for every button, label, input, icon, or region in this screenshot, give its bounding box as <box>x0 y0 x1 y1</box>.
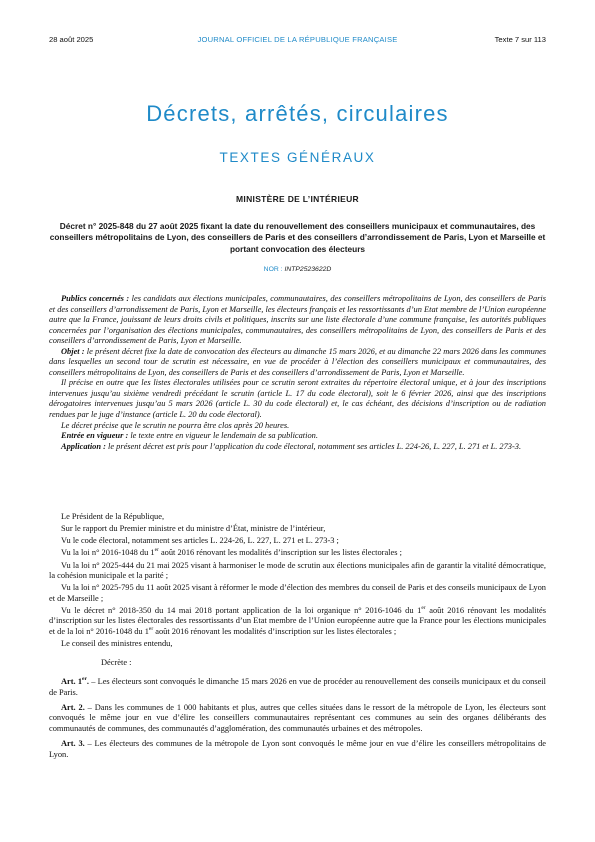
article-1-label-dot: . <box>86 677 90 687</box>
visa-code: Vu le code électoral, notamment ses articles L. 224-26, L. 227, L. 271 et L. 273-3 ; <box>61 536 339 546</box>
article-3-text: – Les électeurs des communes de la métropole de Lyon sont convoqués le même jour en vue d’élire les conseillers métropolitains de Lyon. <box>49 739 546 759</box>
visa-rapport: Sur le rapport du Premier ministre et du ministre d’État, ministre de l’intérieur, <box>61 524 326 534</box>
decrete-line: Décrète : <box>101 657 132 667</box>
visa-decret-2018-350 <box>49 606 546 638</box>
decree-title: Décret n° 2025-848 du 27 août 2025 fixant la date du renouvellement des conseillers municipaux et communautaires, des conseillers métropolitains de Lyon, des conseillers de Paris et des conseillers d’arrondissement de Paris, Lyon et Marseille et portant convocation des électeurs <box>49 221 546 254</box>
publics-label: Publics concernés : <box>61 294 130 303</box>
entree-label: Entrée en vigueur : <box>61 431 129 441</box>
visa-decret-text-a: Vu le décret n° 2018-350 du 14 mai 2018 portant application de la loi organique n° 2016-1046 du 1 <box>61 605 422 615</box>
article-1-label-text: Art. 1 <box>61 677 83 687</box>
article-1-label-sup: er <box>82 676 87 683</box>
entree-text: le texte entre en vigueur le lendemain de sa publication. <box>128 431 318 441</box>
visa-decret-sup2: er <box>148 626 154 633</box>
visa-decret-text-b: août 2016 rénovant les modalités d’inscription sur les listes électorales des ressortissants d’un Etat membre de l’Union européenne autre que la France pour les élections municipales et de la loi n° 2016-1048 du 1 <box>49 605 547 637</box>
ministry-title: MINISTÈRE DE L’INTÉRIEUR <box>236 194 359 204</box>
objet-label: Objet : <box>61 346 85 356</box>
summary-precise: Il précise en outre que les listes électorales utilisées pour ce scrutin seront extraites du répertoire électoral unique, et à jour des inscriptions intervenues jusqu’au sixième vendredi précédant le scrutin (article L. 17 du code électoral), soit le 6 février 2026, ainsi que des inscriptions dérogatoires intervenues jusqu’au 5 mars 2026 (article L. 30 du code électoral) et, le cas échéant, des décisions d’inscription ou de radiation rendues par le juge d’instance (article L. 20 du code électoral). <box>49 378 546 420</box>
decree-body <box>49 512 546 765</box>
article-2-text: – Dans les communes de 1 000 habitants et plus, autres que celles situées dans le ressort de la métropole de Lyon, les électeurs sont convoqués le même jour en vue d’élire les conseillers communautaires représentant ces communes au sein des organes délibérants des communautés de communes, des communautés d’agglomération, des communautés urbaines et des métropoles. <box>49 702 546 733</box>
visa-decret-text-c: août 2016 rénovant les modalités d’inscription sur les listes électorales ; <box>153 627 397 637</box>
page-header <box>49 35 546 47</box>
visa-loi-2025-444: Vu la loi n° 2025-444 du 21 mai 2025 visant à harmoniser le mode de scrutin aux élections municipales afin de garantir la vitalité démocratique, la cohésion municipale et la parité ; <box>49 560 546 581</box>
visa-conseil: Le conseil des ministres entendu, <box>61 639 173 649</box>
summary-publics <box>49 294 546 347</box>
article-2 <box>49 703 546 735</box>
visa-loi-2025-795: Vu la loi n° 2025-795 du 11 août 2025 visant à réformer le mode d’élection des membres du conseil de Paris et des conseils municipaux de Lyon et de Marseille ; <box>49 583 546 603</box>
header-text-number: Texte 7 sur 113 <box>494 35 546 44</box>
nor-reference <box>0 266 595 273</box>
summary-scrutin: Le décret précise que le scrutin ne pourra être clos après 20 heures. <box>61 420 290 430</box>
visa-loi1-text-b: août 2016 rénovant les modalités d’inscription sur les listes électorales ; <box>158 548 402 558</box>
publics-text: les candidats aux élections municipales, communautaires, des conseillers métropolitains de Lyon, des conseillers de Paris et des conseillers d’arrondissement de Paris, Lyon et Marseille, les électeurs français et les ressortissants d’un Etat membre de l’Union européenne autre que la France, jouissant de leurs droits civils et politiques, inscrits sur une liste électorale d’une commune française, les autorités publiques concernées par l’organisation des élections municipales, communautaires, des conseillers métropolitains de Lyon, des conseillers de Paris et des conseillers d’arrondissement de Paris, Lyon et Marseille. <box>49 294 546 346</box>
summary-entree <box>49 431 546 442</box>
article-1 <box>49 677 546 698</box>
visa-loi1-text-a: Vu la loi n° 2016-1048 du 1 <box>61 548 155 558</box>
article-1-label <box>61 677 89 686</box>
summary-application <box>49 442 546 453</box>
visa-loi1-sup: er <box>154 547 159 554</box>
visa-loi-2016-1048 <box>49 548 546 559</box>
application-text: le présent décret est pris pour l’application du code électoral, notamment ses articles L. 224-26, L. 227, L. 271 et L. 273-3. <box>105 441 522 451</box>
article-3-label: Art. 3. <box>61 739 85 748</box>
nor-value: INTP2523622D <box>284 266 332 273</box>
visa-president: Le Président de la République, <box>61 512 165 521</box>
section-title: Décrets, arrêtés, circulaires <box>146 101 449 126</box>
article-3 <box>49 739 546 760</box>
decree-summary <box>49 294 546 452</box>
objet-text: le présent décret fixe la date de convocation des électeurs au dimanche 15 mars 2026, et au dimanche 22 mars 2026 dans les communes dans lesquelles un second tour de scrutin est nécessaire, en vue de procéder à l’élection des conseillers municipaux et communautaires, des conseillers métropolitains de Lyon, des conseillers de Paris et des conseillers d’arrondissement de Paris, Lyon et Marseille. <box>49 346 546 377</box>
article-1-text: – Les électeurs sont convoqués le dimanche 15 mars 2026 en vue de procéder au renouvellement des conseils municipaux et du conseil de Paris. <box>49 677 546 697</box>
article-2-label: Art. 2. <box>61 702 85 712</box>
visa-decret-sup1: er <box>421 605 426 612</box>
nor-label: NOR : <box>263 266 283 273</box>
subsection-title: TEXTES GÉNÉRAUX <box>219 150 376 165</box>
header-journal-title: JOURNAL OFFICIEL DE LA RÉPUBLIQUE FRANÇAISE <box>197 35 398 44</box>
application-label: Application : <box>61 441 106 451</box>
summary-objet <box>49 347 546 379</box>
header-date: 28 août 2025 <box>49 35 94 44</box>
